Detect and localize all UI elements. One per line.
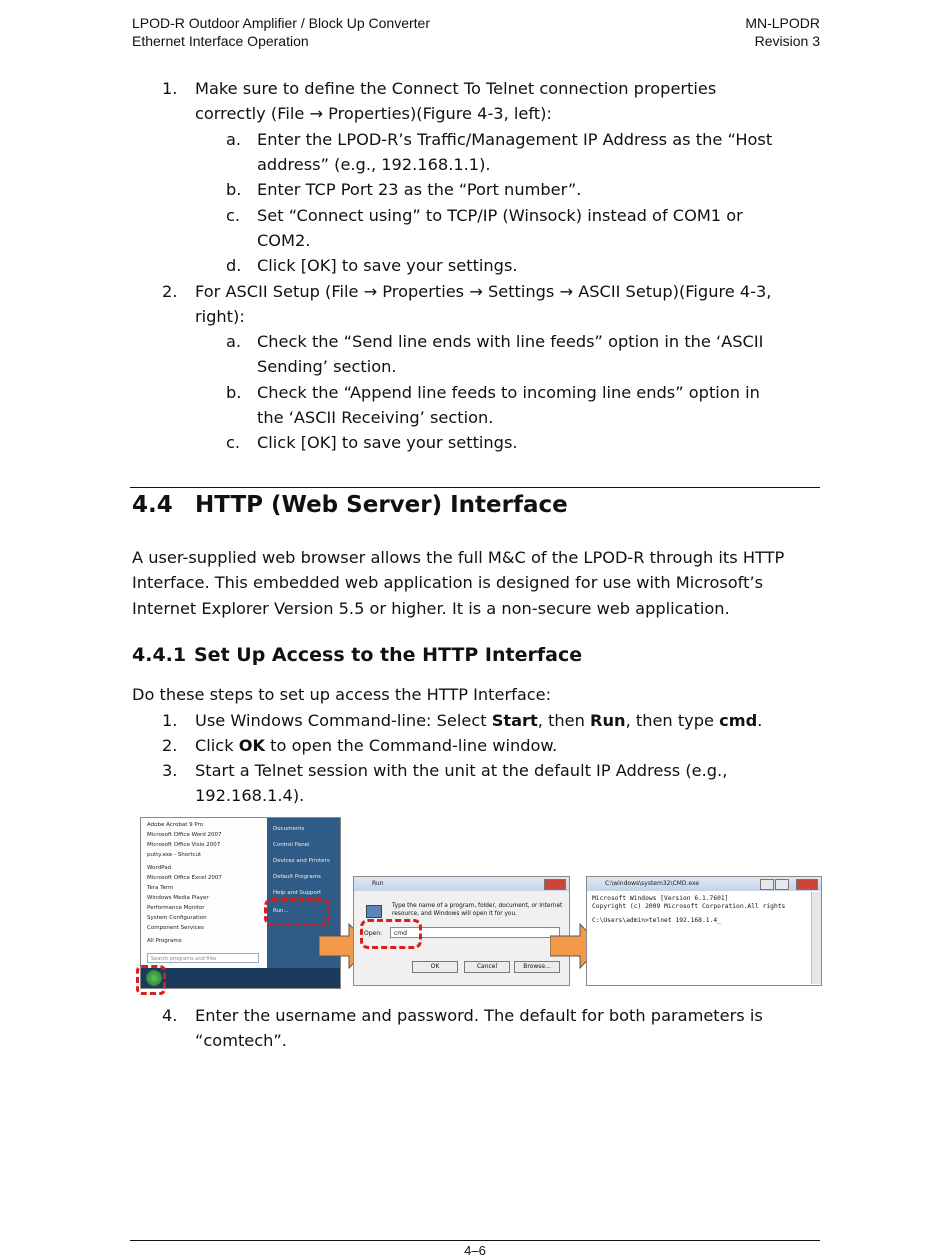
cmd-input-highlight bbox=[360, 919, 422, 949]
cmd-output bbox=[592, 895, 785, 925]
maximize-icon bbox=[775, 879, 789, 890]
run-description-line: resource, and Windows will open it for you. bbox=[392, 911, 517, 917]
step-line: Start a Telnet session with the unit at the default IP Address (e.g., bbox=[195, 761, 728, 780]
section-number: 4.4 bbox=[132, 492, 173, 518]
header-left bbox=[132, 14, 430, 50]
step-keyword: cmd bbox=[719, 711, 758, 730]
run-open-input: cmd bbox=[390, 927, 560, 938]
substep-letter: b. bbox=[226, 180, 242, 199]
start-menu-item: Windows Media Player bbox=[147, 895, 209, 901]
substep-text: Click [OK] to save your settings. bbox=[257, 433, 518, 452]
step-number: 1. bbox=[162, 79, 178, 98]
run-browse-button: Browse... bbox=[514, 961, 560, 973]
run-ok-button: OK bbox=[412, 961, 458, 973]
step-text-part: , then type bbox=[625, 711, 720, 730]
step-text bbox=[195, 1003, 825, 1054]
substep-text bbox=[257, 380, 817, 431]
step-number: 4. bbox=[162, 1006, 178, 1025]
start-menu-item: Performance Monitor bbox=[147, 905, 205, 911]
footer-rule bbox=[130, 1240, 820, 1241]
substep-text: Click [OK] to save your settings. bbox=[257, 256, 518, 275]
step-text-part: , then bbox=[537, 711, 591, 730]
step-text bbox=[195, 733, 825, 758]
start-menu-item: Default Programs bbox=[273, 874, 321, 880]
substep-letter: d. bbox=[226, 256, 242, 275]
page-number: 4–6 bbox=[464, 1243, 486, 1258]
taskbar bbox=[141, 968, 340, 988]
step-number: 2. bbox=[162, 282, 178, 301]
start-menu-item: Devices and Printers bbox=[273, 858, 330, 864]
step-text bbox=[195, 708, 825, 733]
header-doc-number: MN-LPODR bbox=[745, 15, 820, 31]
close-icon bbox=[544, 879, 566, 890]
start-menu-item: WordPad bbox=[147, 865, 172, 871]
start-menu-item: Adobe Acrobat 9 Pro bbox=[147, 822, 204, 828]
start-menu-item: Microsoft Office Excel 2007 bbox=[147, 875, 222, 881]
start-menu-item: Component Services bbox=[147, 925, 204, 931]
substep-text bbox=[257, 127, 817, 178]
substep-text bbox=[257, 329, 817, 380]
paragraph-line: Internet Explorer Version 5.5 or higher. It is a non-secure web application. bbox=[132, 598, 730, 618]
section-title: HTTP (Web Server) Interface bbox=[195, 492, 568, 518]
step-text-part: Use Windows Command-line: Select bbox=[195, 711, 492, 730]
step-line: correctly (File → Properties)(Figure 4-3, left): bbox=[195, 104, 552, 124]
step-text-part: to open the Command-line window. bbox=[265, 736, 558, 755]
all-programs-item: All Programs bbox=[147, 938, 182, 944]
cmd-line: Microsoft Windows [Version 6.1.7601] bbox=[592, 895, 729, 902]
header-chapter: Ethernet Interface Operation bbox=[132, 33, 309, 49]
start-menu-item: Tera Term bbox=[147, 885, 174, 891]
step-line: 192.168.1.4). bbox=[195, 786, 305, 806]
substep-line: Check the “Append line feeds to incoming line ends” option in bbox=[257, 383, 760, 402]
start-menu-item: System Configuration bbox=[147, 915, 207, 921]
header-revision: Revision 3 bbox=[754, 33, 820, 49]
start-menu-item: Microsoft Office Word 2007 bbox=[147, 832, 222, 838]
substep-letter: a. bbox=[226, 130, 242, 149]
substep-line: Check the “Send line ends with line feeds” option in the ‘ASCII bbox=[257, 332, 764, 351]
step-number: 3. bbox=[162, 761, 178, 780]
start-menu-item: Help and Support bbox=[273, 890, 322, 896]
cmd-window bbox=[586, 876, 822, 986]
step-line: For ASCII Setup (File → Properties → Settings → ASCII Setup)(Figure 4-3, bbox=[195, 282, 772, 301]
close-icon bbox=[796, 879, 818, 890]
section-paragraph bbox=[132, 545, 832, 621]
cmd-line: C:\Users\admin>telnet 192.168.1.4_ bbox=[592, 917, 721, 924]
start-highlight bbox=[136, 965, 166, 995]
start-search-box: Search programs and files bbox=[147, 953, 259, 963]
substep-letter: a. bbox=[226, 332, 242, 351]
step-text-part: Click bbox=[195, 736, 239, 755]
step-number: 2. bbox=[162, 736, 178, 755]
run-open-label: Open: bbox=[364, 930, 383, 937]
cmd-scrollbar bbox=[811, 892, 821, 984]
minimize-icon bbox=[760, 879, 774, 890]
start-menu-item: Microsoft Office Visio 2007 bbox=[147, 842, 221, 848]
step-keyword: Start bbox=[491, 711, 538, 730]
run-description bbox=[392, 902, 562, 918]
substep-letter: b. bbox=[226, 383, 242, 402]
step-line: right): bbox=[195, 307, 245, 327]
step-line: Enter the username and password. The default for both parameters is bbox=[195, 1006, 763, 1025]
substep-line: Set “Connect using” to TCP/IP (Winsock) instead of COM1 or bbox=[257, 206, 743, 225]
step-line: Make sure to define the Connect To Telnet connection properties bbox=[195, 79, 717, 98]
subsection-heading bbox=[132, 644, 583, 666]
section-rule bbox=[130, 487, 820, 488]
step-number: 1. bbox=[162, 711, 178, 730]
subsection-title: Set Up Access to the HTTP Interface bbox=[194, 644, 583, 666]
cmd-window-title: C:\windows\system32\CMD.exe bbox=[587, 877, 821, 891]
step-text bbox=[195, 279, 825, 330]
substep-line: COM2. bbox=[257, 231, 311, 251]
substep-letter: c. bbox=[226, 206, 241, 225]
start-menu-item: Control Panel bbox=[273, 842, 310, 848]
section-heading bbox=[132, 492, 568, 518]
start-menu-item: putty.exe - Shortcut bbox=[147, 852, 202, 858]
run-cancel-button: Cancel bbox=[464, 961, 510, 973]
substep-line: Sending’ section. bbox=[257, 357, 397, 377]
substep-line: Enter the LPOD-R’s Traffic/Management IP Address as the “Host bbox=[257, 130, 773, 149]
substep-text: Enter TCP Port 23 as the “Port number”. bbox=[257, 180, 582, 199]
step-keyword: OK bbox=[238, 736, 266, 755]
paragraph-line: A user-supplied web browser allows the full M&C of the LPOD-R through its HTTP bbox=[132, 548, 785, 567]
substep-line: address” (e.g., 192.168.1.1). bbox=[257, 155, 491, 175]
start-menu-item-run: Run... bbox=[273, 908, 289, 914]
run-description-line: Type the name of a program, folder, document, or Internet bbox=[392, 903, 563, 909]
header-right bbox=[600, 14, 820, 50]
subsection-number: 4.4.1 bbox=[132, 644, 187, 666]
subsection-intro: Do these steps to set up access the HTTP Interface: bbox=[132, 685, 552, 704]
step-text bbox=[195, 758, 825, 809]
start-menu-item: Documents bbox=[273, 826, 305, 832]
paragraph-line: Interface. This embedded web application is designed for use with Microsoft’s bbox=[132, 573, 764, 593]
substep-line: the ‘ASCII Receiving’ section. bbox=[257, 408, 494, 428]
substep-text bbox=[257, 203, 817, 254]
run-dialog-title: Run bbox=[354, 877, 569, 891]
step-keyword: Run bbox=[590, 711, 626, 730]
step-line: “comtech”. bbox=[195, 1031, 287, 1051]
step-text-part: . bbox=[757, 711, 763, 730]
step-text bbox=[195, 76, 825, 127]
cmd-line: Copyright (c) 2009 Microsoft Corporation.All rights bbox=[592, 903, 786, 910]
run-app-icon bbox=[366, 905, 382, 918]
start-menu-left-pane bbox=[141, 818, 267, 968]
substep-letter: c. bbox=[226, 433, 241, 452]
header-product: LPOD-R Outdoor Amplifier / Block Up Converter bbox=[132, 15, 430, 31]
